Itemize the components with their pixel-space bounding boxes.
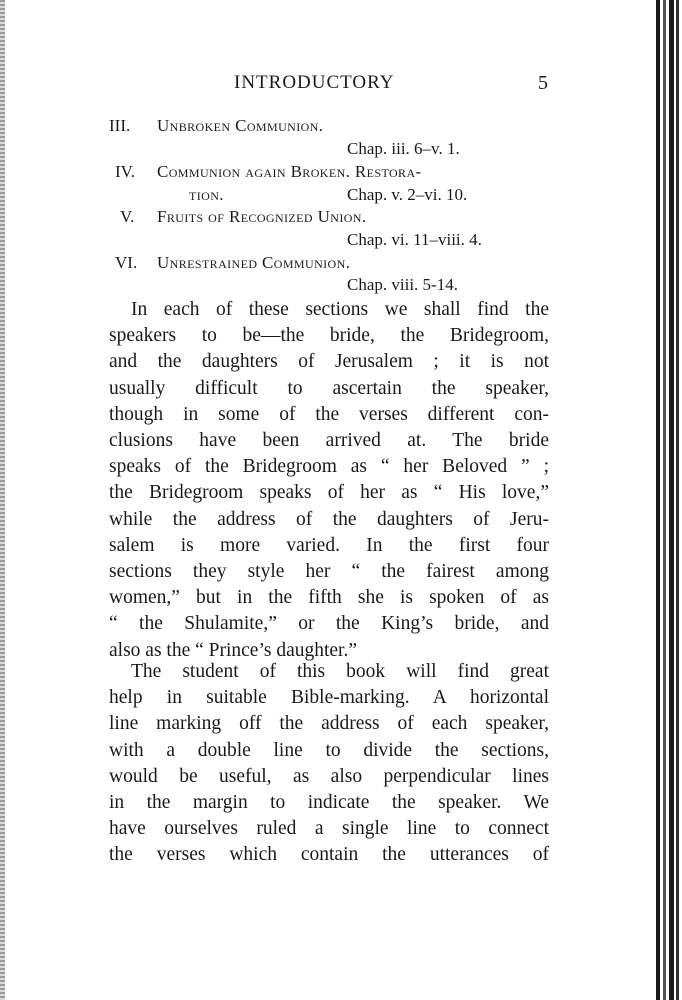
right-page-edge (676, 0, 679, 1000)
text-line: speaks of the Bridegroom as “ her Beloved ” ; (109, 456, 549, 478)
text-line: women,” but in the fifth she is spoken of as (109, 587, 549, 609)
text-line: in the margin to indicate the speaker. We (109, 792, 549, 814)
right-page-edge (656, 0, 660, 1000)
outline-numeral: III. (109, 116, 131, 135)
text-line: speakers to be—the bride, the Bridegroom, (109, 325, 549, 347)
text-line: have ourselves ruled a single line to connect (109, 818, 549, 840)
outline-title: Fruits of Recognized Union. (157, 207, 367, 226)
text-line: The student of this book will find great (131, 661, 549, 682)
right-page-edge (663, 0, 666, 1000)
text-line: salem is more varied. In the first four (109, 534, 549, 556)
text-line: also as the “ Prince’s daughter.” (109, 639, 358, 661)
text-line: would be useful, as also perpendicular lines (109, 765, 549, 787)
text-line: line marking off the address of each speaker, (109, 713, 549, 735)
text-line: though in some of the verses different con- (109, 403, 549, 425)
text-line: with a double line to divide the sections, (109, 739, 549, 761)
outline-reference: Chap. v. 2–vi. 10. (347, 185, 468, 204)
outline-title: Communion again Broken. Restora- (157, 162, 422, 181)
right-page-edge (669, 0, 674, 1000)
outline-title-continued: tion. (189, 185, 224, 204)
text-line: help in suitable Bible-marking. A horizontal (109, 687, 549, 709)
text-line: the Bridegroom speaks of her as “ His love,” (109, 482, 549, 504)
text-line: usually difficult to ascertain the speaker, (109, 377, 549, 399)
paragraph-bible-marking (109, 659, 549, 869)
text-line: “ the Shulamite,” or the King’s bride, and (109, 613, 549, 635)
outline-numeral: V. (120, 207, 135, 226)
outline-reference: Chap. iii. 6–v. 1. (347, 139, 460, 158)
text-line: clusions have been arrived at. The bride (109, 430, 549, 452)
paragraph-speakers (109, 297, 549, 664)
outline-numeral: IV. (115, 162, 135, 181)
outline-reference: Chap. vi. 11–viii. 4. (347, 230, 482, 249)
outline-title: Unbroken Communion. (157, 116, 324, 135)
text-line: while the address of the daughters of Jeru- (109, 508, 549, 530)
text-line: In each of these sections we shall find the (131, 299, 549, 320)
text-line: and the daughters of Jerusalem ; it is not (109, 351, 549, 373)
outline-numeral: VI. (115, 253, 138, 272)
left-page-edge (0, 0, 5, 1000)
outline-title: Unrestrained Communion. (157, 253, 351, 272)
page-number: 5 (538, 72, 548, 94)
outline-reference: Chap. viii. 5-14. (347, 275, 458, 294)
running-head: INTRODUCTORY (234, 72, 395, 93)
text-line: the verses which contain the utterances of (109, 844, 549, 866)
text-line: sections they style her “ the fairest among (109, 561, 549, 583)
